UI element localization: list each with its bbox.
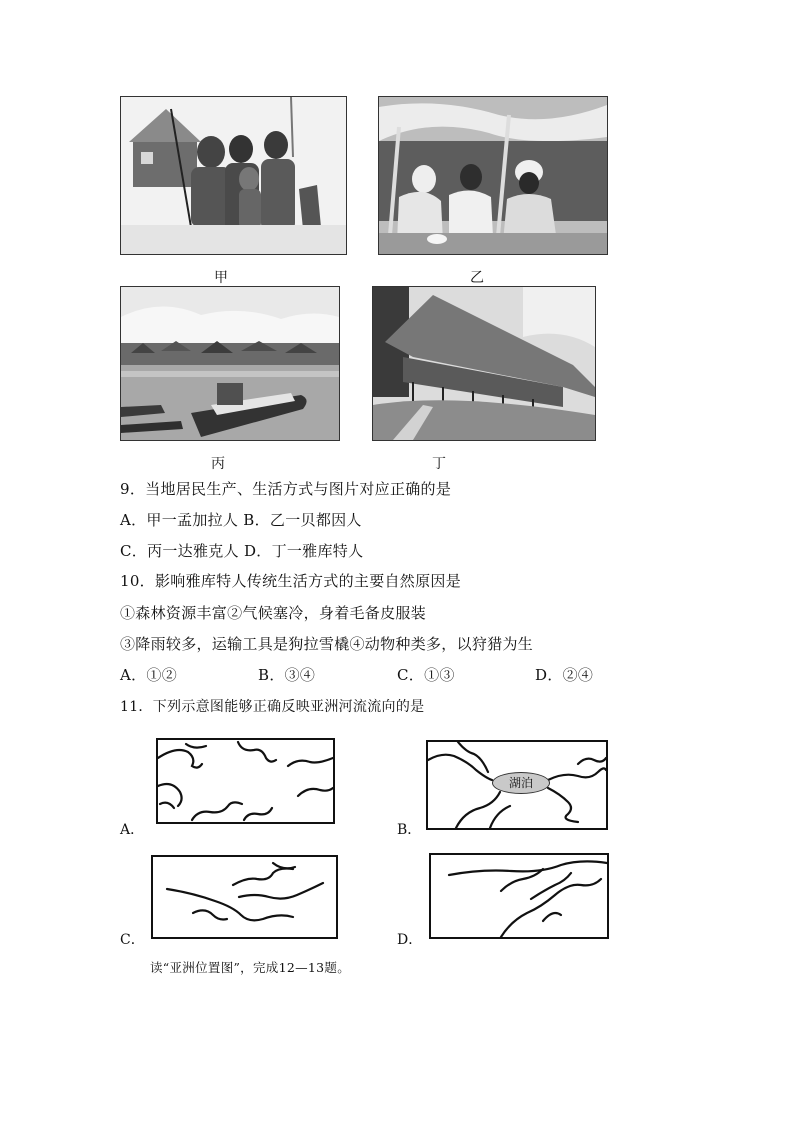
q10-option-a: A．①② [120,666,178,684]
q10-option-c: C．①③ [397,666,455,684]
photo-yi [378,96,608,255]
q9-options-cd: C．丙一达雅克人 D．丁一雅库特人 [120,542,364,560]
photo-caption-yi: 乙 [470,270,484,286]
photo-bing [120,286,340,441]
photo-jia [120,96,347,255]
photo-caption-bing: 丙 [211,456,225,472]
q11-label-d: D． [397,932,423,948]
q11-stem: 11．下列示意图能够正确反映亚洲河流流向的是 [120,699,425,715]
q9-stem: 9．当地居民生产、生活方式与图片对应正确的是 [120,480,452,498]
q9-options-ab: A．甲一孟加拉人 B．乙一贝都因人 [120,511,362,529]
photo-caption-ding: 丁 [432,456,446,472]
q10-option-b: B．③④ [258,666,316,684]
photo-caption-jia: 甲 [214,270,228,286]
q11-map-c [151,855,338,939]
q10-items-1-2: ①森林资源丰富②气候塞冷，身着毛备皮服装 [120,604,427,622]
q10-option-d: D．②④ [535,666,594,684]
q10-items-3-4: ③降雨较多，运输工具是狗拉雪橇④动物种类多，以狩猎为生 [120,635,534,653]
photo-ding [372,286,596,441]
q11-map-b [426,740,608,830]
q10-stem: 10．影响雅库特人传统生活方式的主要自然原因是 [120,572,461,590]
section-instruction: 读“亚洲位置图”，完成12—13题。 [150,960,350,975]
q11-map-d [429,853,609,939]
q11-lake-label: 湖泊 [492,772,550,794]
q11-label-b: B． [397,822,422,838]
q11-label-c: C． [120,932,145,948]
q11-label-a: A． [120,822,145,838]
q11-map-a [156,738,335,824]
